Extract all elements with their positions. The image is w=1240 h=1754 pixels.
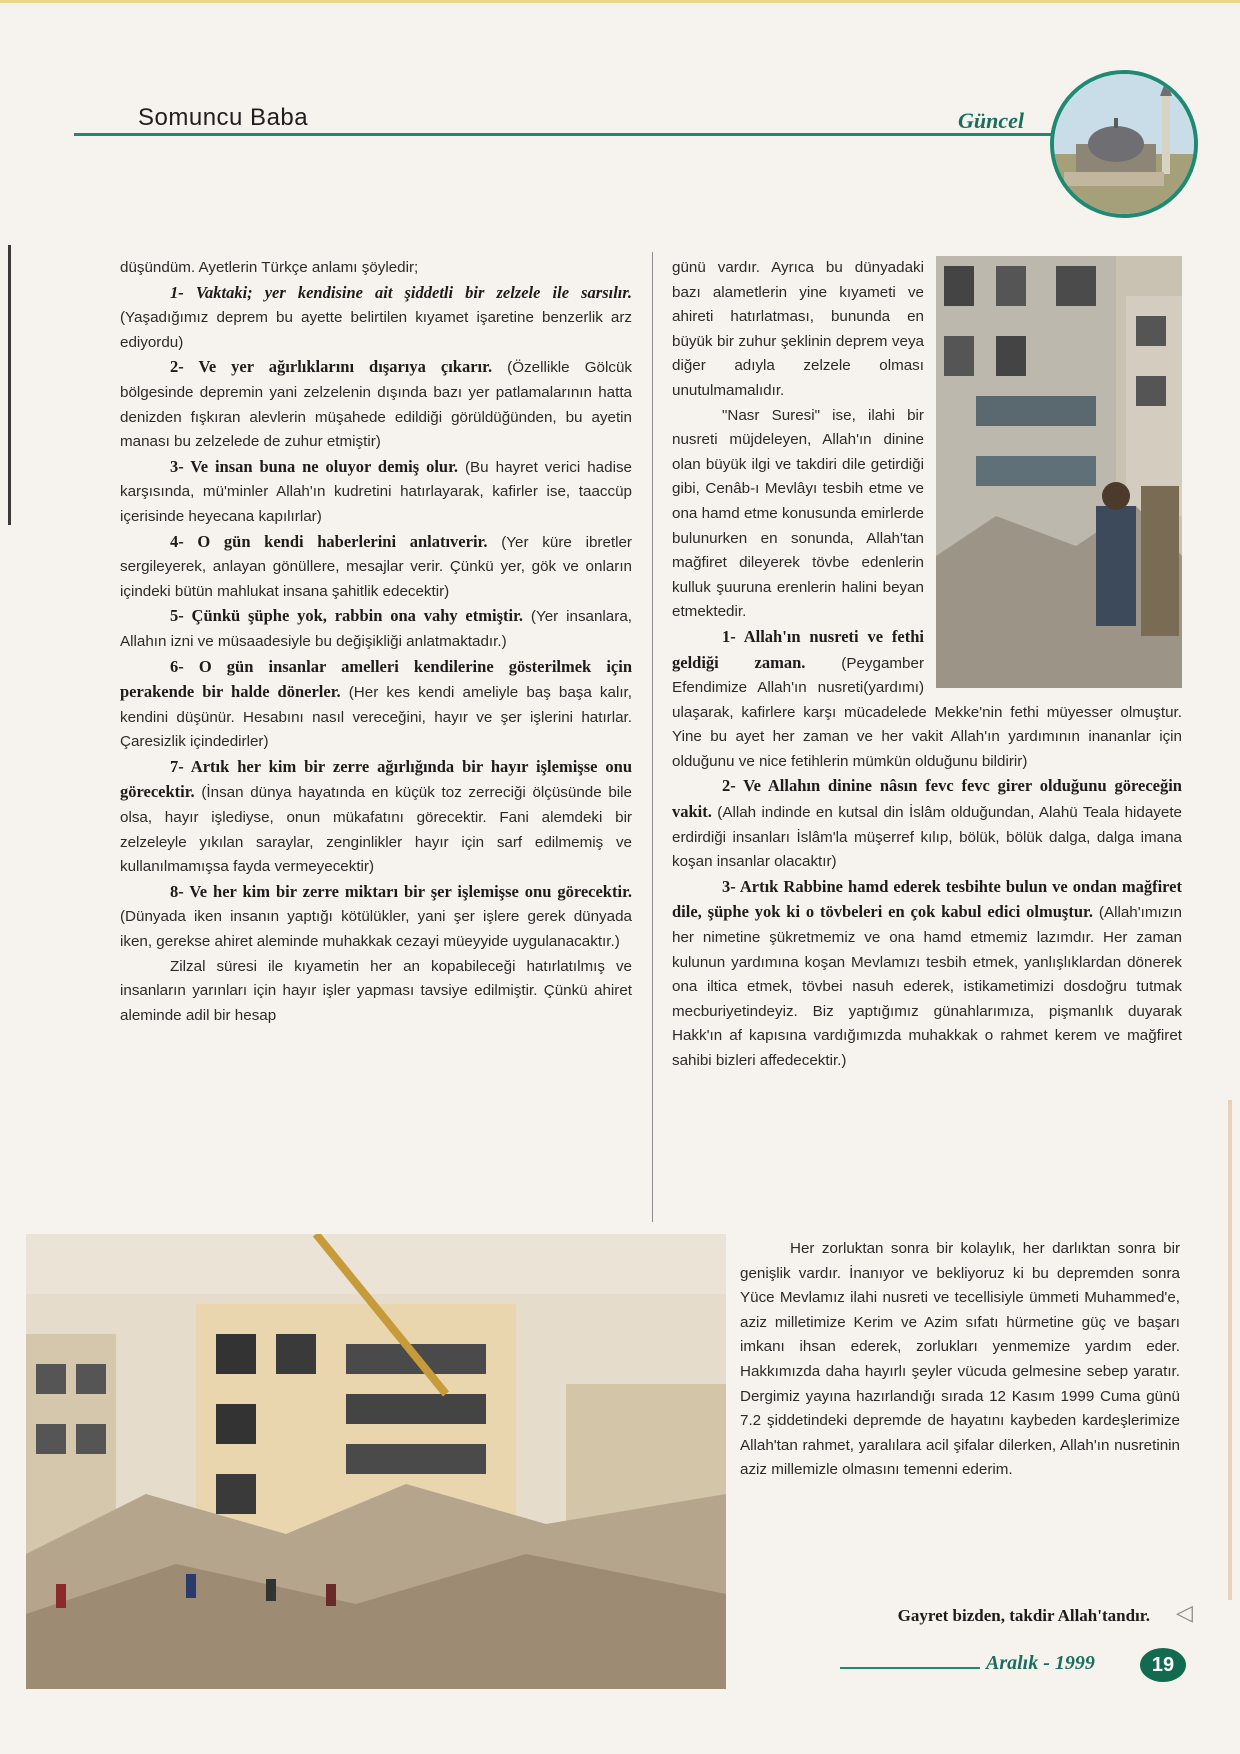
mosque-icon bbox=[1050, 70, 1198, 218]
article-left-column bbox=[120, 256, 632, 1028]
verse-text: 2- Ve Allahın dinine nâsın fevc fevc girer olduğunu göreceğin vakit. bbox=[672, 776, 1182, 822]
verse-commentary: (Yaşadığımız deprem bu ayette belirtilen kıyamet işaretine benzerlik arz ediyordu) bbox=[120, 309, 632, 351]
verse-commentary: (Dünyada iken insanın yaptığı kötülükler, yani şer işlere gerek dünyada iken, gerekse ahiret aleminde muhakkak cezayi müeyyide uygulanacaktır.) bbox=[120, 908, 632, 951]
verse-text: 1- Vaktaki; yer kendisine ait şiddetli bir zelzele ile sarsılır. bbox=[170, 282, 632, 302]
footer-rule bbox=[840, 1667, 980, 1669]
verse-paragraph bbox=[120, 604, 632, 654]
header-rule bbox=[74, 133, 1074, 136]
verse-text: 4- O gün kendi haberlerini anlatıverir. bbox=[170, 531, 488, 551]
body-paragraph: Zilzal süresi ile kıyametin her an kopabileceği hatırlatılmış ve insanların yarınları için hayır işler yapması tavsiye edilmiştir. Çünkü ahiret aleminde adil bir hesap bbox=[120, 957, 632, 1024]
verse-text: 2- Ve yer ağırlıklarını dışarıya çıkarır. bbox=[170, 357, 493, 377]
verse-paragraph bbox=[120, 355, 632, 454]
verse-text: 3- Artık Rabbine hamd ederek tesbihte bulun ve ondan mağfiret dile, şüphe yok ki o tövbeleri en çok kabul edici olmuştur. bbox=[672, 876, 1182, 922]
article-right-column bbox=[672, 256, 1182, 1074]
verse-paragraph bbox=[120, 281, 632, 356]
page-number: 19 bbox=[1140, 1648, 1186, 1682]
margin-mark bbox=[1228, 1100, 1232, 1600]
issue-date: Aralık - 1999 bbox=[986, 1652, 1095, 1674]
verse-text: 8- Ve her kim bir zerre miktarı bir şer işlemişse onu görecektir. bbox=[170, 881, 632, 901]
magazine-name: Somuncu Baba bbox=[138, 104, 309, 131]
verse-commentary: (Allah indinde en kutsal din İslâm olduğundan, Alahü Teala hidayete erdirdiği insanları İslâm'la müşerref kılıp, bölük, bölük dalga, dalga imana koşan insanlar olacaktır) bbox=[672, 804, 1182, 871]
verse-text: 1- Allah'ın nusreti ve fethi geldiği zaman. bbox=[672, 626, 924, 672]
verse-paragraph bbox=[120, 755, 632, 880]
verse-commentary: (İnsan dünya hayatında en küçük toz zerreciği ölçüsünde bile olsa, hayır işlediyse, onun mükafatını görecektir. Fani alemdeki bir zelzeleyle yıkılan saraylar, zenginlikler hayır için sarf edilmemiş ve kullanılmamışsa fayda vermeyecektir) bbox=[120, 784, 632, 876]
verse-text: 6- O gün insanlar amelleri kendilerine gösterilmek için perakende bir halde dönerler. bbox=[120, 656, 632, 702]
verse-commentary: (Bu hayret verici hadise karşısında, mü'minler Allah'ın kudretini hatırlayarak, kafirler ise, taaccüp içerisinde heyecana kapılırlar) bbox=[120, 458, 632, 525]
verse-paragraph bbox=[120, 455, 632, 530]
body-paragraph: günü vardır. Ayrıca bu dünyadaki bazı alametlerin yine kıyameti ve ahireti hatırlatması, bununda en büyük bir zuhur şeklinin deprem veya diğer adıyla zelzele olması unutulmamalıdır. bbox=[672, 259, 924, 399]
verse-commentary: (Peygamber Efendimize Allah'ın nusreti(yardımı) ulaşarak, kafirlere karşı mücadelede Mekke'nin fethi müyesser olmuştur. Yine bu ayet her zaman ve her vakit Allah'ın yardımının inananlar için olduğunu ve nice fetihlerin mümkün olduğunu bildirir) bbox=[672, 654, 1182, 770]
body-paragraph: "Nasr Suresi" ise, ilahi bir nusreti müjdeleyen, Allah'ın dinine olan büyük ilgi ve takdiri dile getirdiği gibi, Cenâb-ı Mevlâyı tesbih etme ve ona hamd etme konusunda emirlerde bulunurken en sonunda, Allah'tan mağfiret dileyerek tövbe edenlerin kulluk şuuruna erenlerin halini beyan etmektedir. bbox=[672, 406, 924, 621]
page-top-line bbox=[0, 0, 1240, 3]
verse-commentary: (Özellikle Gölcük bölgesinde depremin yani zelzelenin dışında bazı yer patlamalarının hatta denizden fışkıran alevlerin müşahede edildiği görüldüğünden, bu ayetin manası bu zelzelede de zuhur etmiştir) bbox=[120, 359, 632, 451]
verse-commentary: (Allah'ımızın her nimetine şükretmemiz ve ona hamd etmemiz lazımdır. Her zaman kulunun yardımına koşan Mevlamızı tesbih etmek, yanlışlıklardan dönerek ona iltica etmek, tövbei nasuh ederek, istikametimizi dosdoğru tutmak mecburiyetindeyiz. Biz yaptığımız günahlarımıza, pişmanlık duyarak Hakk'ın af kapısına vardığımızda muhakkak o rahmet kerem ve mağfiret sahibi bizleri affedecektir.) bbox=[672, 904, 1182, 1069]
column-divider bbox=[652, 252, 653, 1222]
verse-paragraph bbox=[672, 774, 1182, 874]
verse-text: 3- Ve insan buna ne oluyor demiş olur. bbox=[170, 456, 459, 476]
mosque-illustration bbox=[1054, 74, 1194, 214]
earthquake-rubble-photo bbox=[26, 1234, 726, 1689]
verse-commentary: (Her kes kendi ameliyle baş başa kalır, kendini düşünür. Hesabını nasıl vereceğini, hayır ve şer işlerini hatırlar. Çaresizlik içindedirler) bbox=[120, 684, 633, 751]
verse-text: 7- Artık her kim bir zerre ağırlığında bir hayır işlemişse onu görecektir. bbox=[120, 756, 632, 802]
verse-commentary: (Yer insanlara, Allahın izni ve müsaadesiyle bu değişikliği anlatmaktadır.) bbox=[120, 608, 632, 650]
verse-paragraph bbox=[120, 880, 632, 955]
damaged-building-photo bbox=[936, 256, 1182, 688]
closing-slogan: Gayret bizden, takdir Allah'tandır. bbox=[897, 1606, 1150, 1625]
verse-paragraph bbox=[120, 655, 632, 755]
verse-text: 5- Çünkü şüphe yok, rabbin ona vahy etmiştir. bbox=[170, 606, 524, 626]
closing-paragraph: Her zorluktan sonra bir kolaylık, her darlıktan sonra bir genişlik vardır. İnanıyor ve bekliyoruz ki bu depremden sonra Yüce Mevlamız ilahi nusreti ve tecellisiyle ümmeti Muhammed'e, aziz milletimize Kerim ve Azim sıfatı hürmetine güç ve başarı imkanı ihsan ederek, zorlukları yenmemize yardım eder. Hakkımızda daha hayırlı şeyler vücuda gelmesine sebep yaratır. Dergimiz yayına hazırlandığı sırada 12 Kasım 1999 Cuma günü 7.2 şiddetindeki depremde de hayatını kaybeden kardeşlerimize Allah'tan rahmet, yaralılara acil şifalar dilerken, Allah'ın nusretinin aziz millemizle olmasını temenni ederim. bbox=[740, 1240, 1180, 1479]
section-tag: Güncel bbox=[958, 108, 1024, 133]
back-arrow-icon: ◁ bbox=[1176, 1600, 1193, 1625]
closing-paragraph-block bbox=[740, 1237, 1180, 1483]
body-paragraph: düşündüm. Ayetlerin Türkçe anlamı şöyledir; bbox=[120, 259, 419, 276]
verse-paragraph bbox=[672, 875, 1182, 1074]
verse-commentary: (Yer küre ibretler sergileyerek, anlayan gönüllere, mesajlar verir. Çünkü yer, gök ve onların içindeki bütün mahlukat insana şahitlik edecektir) bbox=[120, 533, 632, 600]
margin-mark bbox=[8, 245, 11, 525]
verse-paragraph bbox=[120, 530, 632, 605]
